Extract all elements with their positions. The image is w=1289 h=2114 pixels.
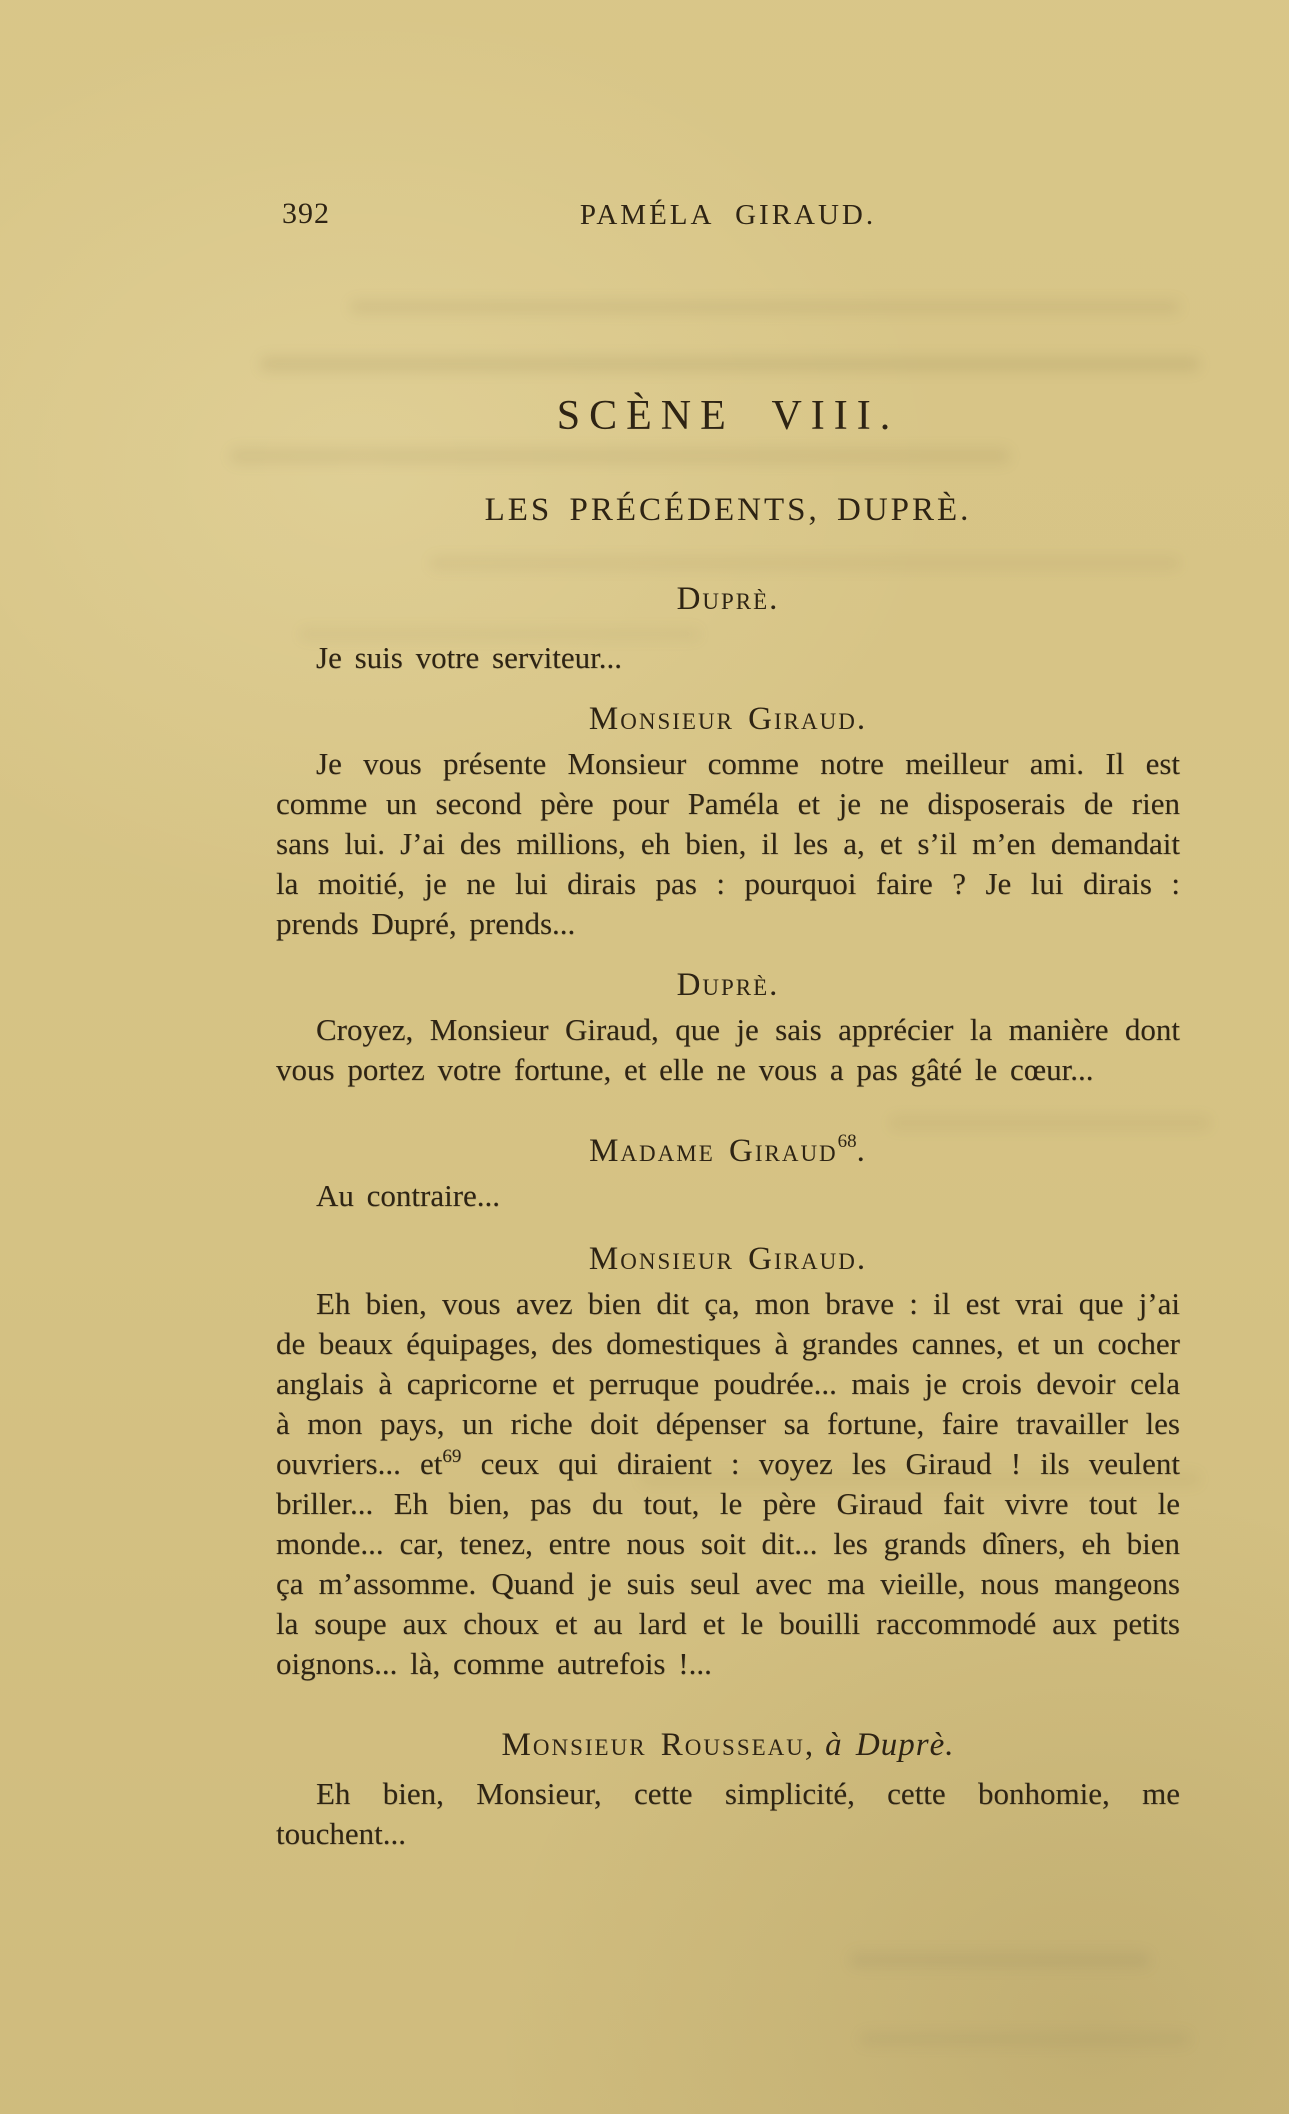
speech-dupre-1: Je suis votre serviteur... <box>316 640 623 675</box>
running-title: PAMÉLA GIRAUD. <box>579 199 877 231</box>
dialogue-entry-giraud-1 <box>276 698 1180 944</box>
speaker-heading-dupre-2 <box>276 964 1180 1006</box>
scene-title: SCÈNE VIII. <box>556 393 900 439</box>
speaker-name: Duprè. <box>676 581 780 617</box>
dialogue-entry-dupre-1 <box>276 578 1180 678</box>
dialogue-entry-rousseau <box>276 1724 1180 1854</box>
page-header <box>276 196 1180 232</box>
page-number: 392 <box>282 197 330 230</box>
speaker-heading-giraud-1 <box>276 698 1180 740</box>
speaker-name: Monsieur Giraud. <box>588 1241 868 1277</box>
speech-madame-giraud: Au contraire... <box>316 1178 501 1213</box>
speaker-name: Monsieur Giraud. <box>588 701 868 737</box>
show-through-mark <box>860 2032 1190 2046</box>
speaker-name-period: . <box>856 1133 867 1169</box>
text-block <box>276 0 1180 1854</box>
speaker-heading-giraud-2 <box>276 1238 1180 1280</box>
scene-characters-line: LES PRÉCÉDENTS, DUPRÈ. <box>484 492 972 528</box>
speech-text-part: Eh bien, vous avez bien dit ça, mon brave : il est vrai que j’ai de beaux équipages, des domestiques à grandes cannes, et un cocher anglais à capricorne et perruque poudrée... mais je crois devoir cela à mon pays, un riche doit dépenser sa fortune, faire travailler les ouvriers... et <box>276 1286 1180 1481</box>
speaker-heading-dupre-1 <box>276 578 1180 620</box>
speaker-heading-rousseau <box>276 1724 1180 1766</box>
speaker-name: Duprè. <box>676 967 780 1003</box>
speech-giraud-2 <box>276 1284 1180 1684</box>
stage-direction: à Duprè. <box>825 1727 955 1763</box>
speech-text-part: ceux qui diraient : voyez les Giraud ! ils veulent briller... Eh bien, pas du tout, le père Giraud fait vivre tout le monde... car, tenez, entre nous soit dit... les grands dîners, eh bien ça m’assomme. Quand je suis seul avec ma vieille, nous mangeons la soupe aux choux et au lard et le bouilli raccommodé aux petits oignons... là, comme autrefois !... <box>276 1446 1180 1681</box>
footnote-ref-68: 68 <box>837 1131 857 1152</box>
speaker-name: Madame Giraud <box>589 1133 838 1169</box>
speech-rousseau: Eh bien, Monsieur, cette simplicité, cette bonhomie, me touchent... <box>276 1776 1180 1851</box>
dialogue-entry-giraud-2 <box>276 1238 1180 1684</box>
footnote-ref-69: 69 <box>442 1446 462 1467</box>
speaker-heading-madame-giraud <box>276 1130 1180 1172</box>
dialogue-entry-dupre-2 <box>276 964 1180 1090</box>
speech-dupre-2: Croyez, Monsieur Giraud, que je sais apprécier la manière dont vous portez votre fortune, et elle ne vous a pas gâté le cœur... <box>276 1012 1180 1087</box>
dialogue-entry-madame-giraud <box>276 1130 1180 1216</box>
speaker-name: Monsieur Rousseau, <box>501 1727 816 1763</box>
show-through-mark <box>850 1952 1150 1968</box>
speech-giraud-1: Je vous présente Monsieur comme notre meilleur ami. Il est comme un second père pour Paméla et je ne disposerais de rien sans lui. J’ai des millions, eh bien, il les a, et s’il m’en demandait la moitié, je ne lui dirais pas : pourquoi faire ? Je lui dirais : prends Dupré, prends... <box>276 746 1180 941</box>
